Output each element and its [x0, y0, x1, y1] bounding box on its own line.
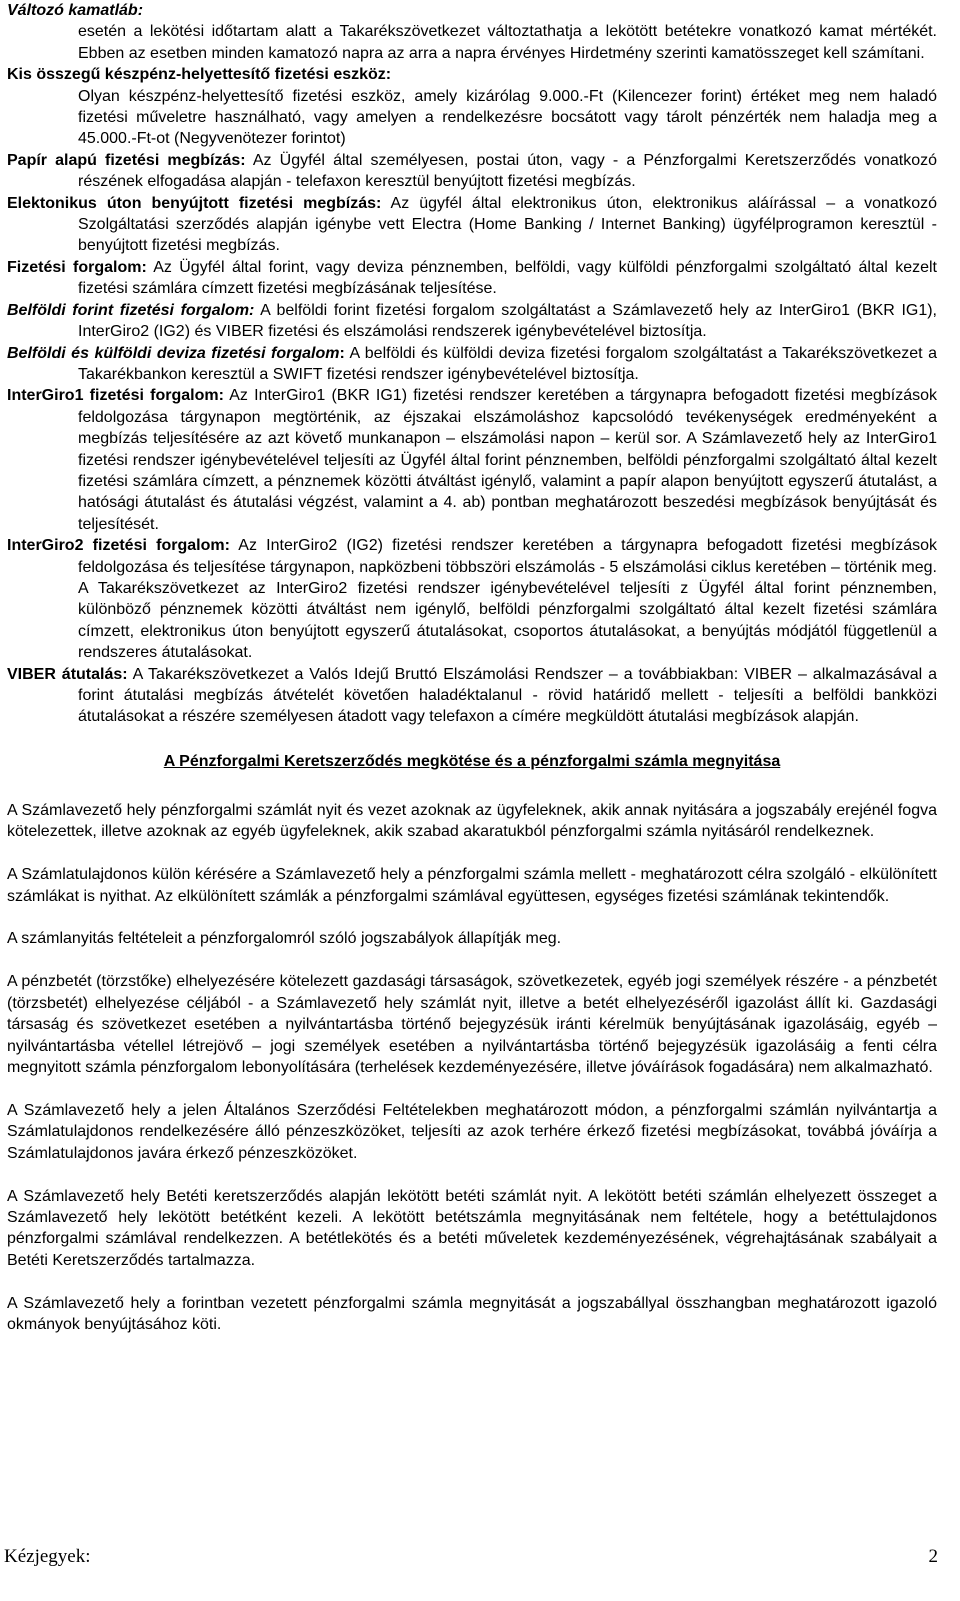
definition-text: Az InterGiro1 (BKR IG1) fizetési rendszer keretében a tárgynapra befogadott fizetési megbízások feldolgozása tárgynapon megtörténik, az éjszakai elszámoláshoz kapcsolódó tevékenységek eredményeként a megbízás teljesítésére az azt követő munkanapon – elszámolási napon – kerül sor. A Számlavezető hely az InterGiro1 fizetési rendszer igénybevételével teljesíti az Ügyfél által forint pénznemben, belföldi pénzforgalmi szolgáltató által kezelt fizetési számlára címzett, a pénznemek közötti átváltást igénylő, valamint a papír alapon benyújtott egyszerű átutalást, a hatósági átutalást és átutalási végzést, valamint a 4. ab) pontban meghatározott beszedési megbízások benyújtását és teljesítését. [78, 387, 937, 533]
definition-text: Az InterGiro2 (IG2) fizetési rendszer keretében a tárgynapra befogadott fizetési megbízások feldolgozása és teljesítése tárgynapon, napközbeni többszöri elszámolás - 5 elszámolási ciklus keretében – történik meg. A Takarékszövetkezet az InterGiro2 fizetési rendszer igénybevételével teljesíti z Ügyfél által forint pénznemben, különböző pénznemek közötti átváltást nem igénylő, belföldi pénzforgalmi szolgáltató által kezelt fizetési számlára címzett, elektronikus úton benyújtott egyszerű átutalásokat, csoportos átutalásokat, a benyújtás módjától függetlenül a rendszeres átutalásokat. [78, 537, 938, 662]
footer-initials-label: Kézjegyek: [4, 1546, 91, 1567]
definition-text: Az Ügyfél által forint, vagy deviza pénznemben, belföldi, vagy külföldi pénzforgalmi szolgáltató által kezelt fizetési számlára címzett fizetési megbízásának teljesítése. [78, 258, 937, 298]
definition-term: Papír alapú fizetési megbízás: [7, 151, 246, 169]
definition-text: Az Ügyfél által személyesen, postai úton, vagy - a Pénzforgalmi Keretszerződés vonatkozó részének elfogadása alapján - telefaxon keresztül benyújtott fizetési megbízás. [78, 151, 938, 191]
definition-term-suffix: : [339, 344, 345, 362]
definition-text: A belföldi és külföldi deviza fizetési forgalom szolgáltatást a Takarékszövetkezet a Takarékbankon keresztül a SWIFT fizetési rendszer igénybevételével biztosítja. [78, 344, 938, 383]
definition-intergiro1 [7, 385, 937, 535]
paragraph: A Számlavezető hely pénzforgalmi számlát nyit és vezet azoknak az ügyfeleknek, akik annak nyitására a jogszabály erejénél fogva kötelezettek, illetve azoknak az egyéb ügyfeleknek, akik szabad akaratukból pénzforgalmi számla nyitásáról rendelkeznek. [7, 801, 937, 841]
definition-term: VIBER átutalás: [7, 665, 128, 683]
definition-kis-osszegu [7, 64, 937, 150]
definition-term: Változó kamatláb: [7, 2, 144, 19]
definition-intergiro2 [7, 535, 937, 663]
definition-term: Elektonikus úton benyújtott fizetési megbízás: [7, 194, 382, 212]
definition-term: Belföldi és külföldi deviza fizetési forgalom [7, 344, 340, 362]
paragraph: A Számlatulajdonos külön kérésére a Számlavezető hely a pénzforgalmi számla mellett - meghatározott célra szolgáló - elkülönített számlákat is nyithat. Az elkülönített számlák a pénzforgalmi számlával együttesen, egységes fizetési számlának tekintendők. [7, 866, 937, 905]
definition-fizetesi-forgalom [7, 257, 937, 300]
definition-term: Kis összegű készpénz-helyettesítő fizetési eszköz: [7, 66, 392, 84]
paragraph: A számlanyitás feltételeit a pénzforgalomról szóló jogszabályok állapítják meg. [7, 930, 562, 948]
definition-term: Belföldi forint fizetési forgalom: [7, 301, 255, 319]
paragraph: A Számlavezető hely a jelen Általános Szerződési Feltételekben meghatározott módon, a pénzforgalmi számlán nyilvántartja a Számlatulajdonos rendelkezésére álló pénzeszközöket, teljesíti az azok terhére érkező fizetési megbízásokat, továbbá jóváírja a Számlatulajdonos javára érkező pénzeszközöket. [7, 1101, 937, 1162]
definition-term: InterGiro2 fizetési forgalom: [7, 537, 230, 555]
paragraph: A Számlavezető hely Betéti keretszerződés alapján lekötött betéti számlát nyit. A lekötött betéti számlán elhelyezett összeget a Számlavezető hely lekötött betétként kezeli. A lekötött betétszámla megnyitásának nem feltétele, hogy a betéttulajdonos pénzforgalmi számlával rendelkezzen. A betétlekötés és a betéti műveletek kezdeményezésének, végrehajtásának szabályait a Betéti Keretszerződés tartalmazza. [7, 1187, 937, 1269]
definition-text: A belföldi forint fizetési forgalom szolgáltatást a Számlavezető hely az InterGiro1 (BKR IG1), InterGiro2 (IG2) és VIBER fizetési és elszámolási rendszerek igénybevételével biztosítja. [78, 301, 938, 341]
definition-viber [7, 664, 937, 728]
definition-text: Olyan készpénz-helyettesítő fizetési eszköz, amely kizárólag 9.000.-Ft (Kilencezer forint) értéket meg nem haladó fizetési műveletre használható, vagy amelyen a rendelkezésre bocsátott vagy tárolt pénzérték nem haladja meg a 45.000.-Ft-ot (Negyvenötezer forintot) [78, 87, 937, 148]
definition-text: Az ügyfél által elektronikus úton, elektronikus aláírással – a vonatkozó Szolgáltatási szerződés alapján igénybe vett Electra (Home Banking / Internet Banking) ügyfélprogramon keresztül - benyújtott fizetési megbízás. [78, 194, 938, 255]
paragraph: A Számlavezető hely a forintban vezetett pénzforgalmi számla megnyitását a jogszabállyal összhangban meghatározott igazoló okmányok benyújtásához köti. [7, 1294, 937, 1334]
definition-text: A Takarékszövetkezet a Valós Idejű Bruttó Elszámolási Rendszer – a továbbiakban: VIBER – alkalmazásával a forint átutalási megbízás átvételét követően haladéktalanul - rövid határidő mellett - teljesíti a belföldi bankközi átutalásokat a részére személyesen átadott vagy telefaxon a címére megküldött átutalási megbízások alapján. [78, 665, 937, 726]
paragraph: A pénzbetét (törzstőke) elhelyezésére kötelezett gazdasági társaságok, szövetkezetek, egyéb jogi személyek részére - a pénzbetét (törzsbetét) elhelyezése céljából - a Számlavezető hely számlát nyit, illetve a betét elhelyezéséről igazolást állít ki. Gazdasági társaság és szövetkezet esetében a nyilvántartásba történő bejegyzésük iránti kérelmük benyújtásának igazolásáig, egyéb – nyilvántartásba vétellel létrejövő – jogi személyek esetében a nyilvántartásba történő bejegyzésük igazolásáig a fenti célra megnyitott számla pénzforgalom lebonyolítására (terhelések kezdeményezésére, illetve jóváírások fogadására) nem alkalmazható. [7, 973, 937, 1076]
definition-papir-alapu [7, 150, 937, 193]
definition-elektronikus [7, 193, 937, 257]
definition-term: InterGiro1 fizetési forgalom: [7, 387, 224, 405]
definition-belfoldi-deviza [7, 343, 937, 386]
page-number: 2 [928, 1546, 938, 1567]
definition-belfoldi-forint [7, 300, 937, 343]
definition-valtozo-kamatlab [7, 0, 937, 64]
definition-text: esetén a lekötési időtartam alatt a Takarékszövetkezet változtathatja a lekötött betétekre vonatkozó kamat mértékét. Ebben az esetben minden kamatozó napra az arra a napra érvényes Hirdetmény szerinti kamatösszeget kell számítani. [78, 23, 937, 62]
definition-term: Fizetési forgalom: [7, 258, 147, 276]
document-page [7, 0, 937, 1357]
section-title: A Pénzforgalmi Keretszerződés megkötése és a pénzforgalmi számla megnyitása [163, 752, 781, 770]
